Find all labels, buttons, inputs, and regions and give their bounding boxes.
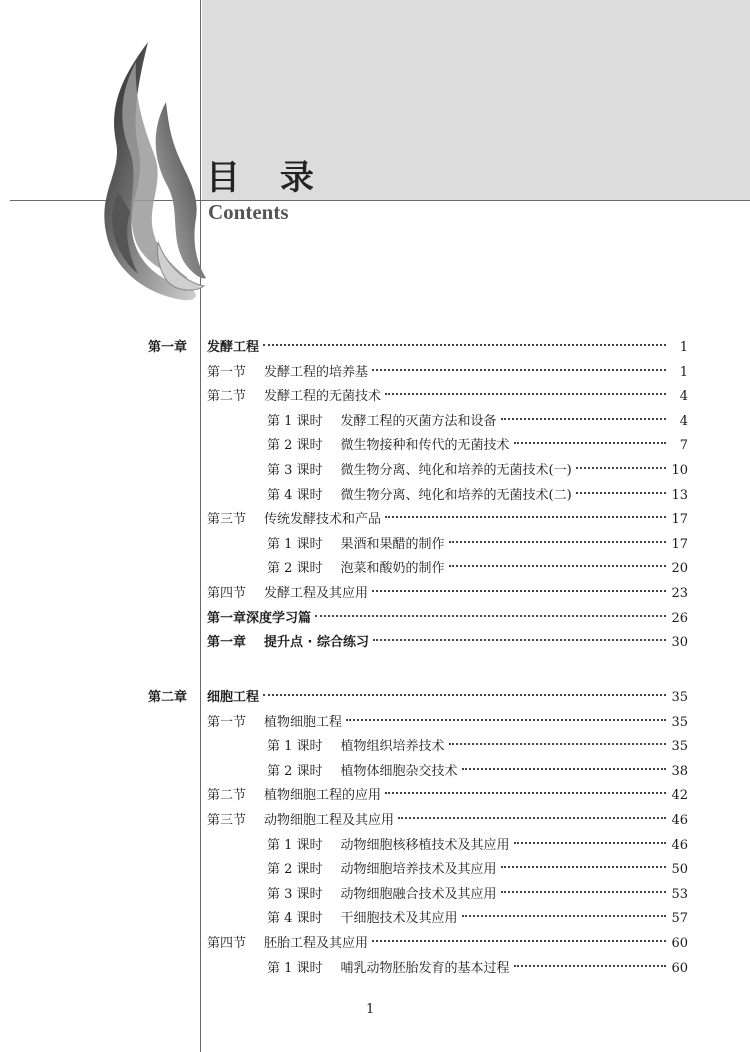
toc-entry	[267, 860, 688, 880]
toc-entry	[207, 338, 688, 358]
toc-lesson-row	[0, 885, 750, 905]
leader-dots	[385, 516, 666, 518]
entry-title: 哺乳动物胚胎发育的基本过程	[340, 960, 510, 976]
entry-label: 第 2 课时	[267, 862, 323, 878]
leader-dots	[398, 817, 666, 819]
toc-section-row	[0, 510, 750, 530]
entry-title: 发酵工程的灭菌方法和设备	[340, 413, 497, 429]
entry-title: 干细胞技术及其应用	[340, 911, 458, 927]
entry-label: 第四节	[207, 586, 247, 601]
toc-lesson-row	[0, 737, 750, 757]
page-ref: 35	[671, 739, 688, 755]
entry-title: 泡菜和酸奶的制作	[340, 561, 445, 577]
toc-entry	[207, 713, 688, 733]
entry-label: 第 1 课时	[267, 413, 323, 429]
leader-dots	[462, 915, 666, 917]
leader-dots	[462, 768, 666, 770]
leader-dots	[373, 639, 666, 641]
page-ref: 4	[679, 413, 688, 429]
toc-section-row	[0, 363, 750, 383]
entry-label: 第三节	[207, 813, 247, 828]
entry-label: 第 1 课时	[267, 739, 323, 755]
toc-section-row	[0, 387, 750, 407]
toc-lesson-row	[0, 959, 750, 979]
entry-label: 第 1 课时	[267, 837, 323, 853]
toc-entry	[207, 363, 688, 383]
leader-dots	[514, 842, 666, 844]
entry-label: 第 3 课时	[267, 886, 323, 902]
entry-label: 第 1 课时	[267, 960, 323, 976]
toc-lesson-row	[0, 535, 750, 555]
toc-entry	[267, 959, 688, 979]
entry-label: 第三节	[207, 512, 247, 528]
page-ref: 35	[671, 690, 688, 705]
entry-label: 第 1 课时	[267, 536, 323, 552]
page-ref: 60	[671, 936, 688, 951]
leader-dots	[514, 442, 666, 444]
toc-chapter-row	[0, 688, 750, 708]
entry-label: 第 3 课时	[267, 463, 323, 478]
entry-title: 传统发酵技术和产品	[264, 512, 382, 528]
toc-entry	[267, 412, 688, 432]
page-ref: 20	[671, 561, 688, 577]
leader-dots	[372, 590, 666, 592]
leader-dots	[263, 344, 666, 346]
toc-section-row	[0, 786, 750, 806]
toc-lesson-row	[0, 461, 750, 481]
entry-label: 第 2 课时	[267, 561, 323, 577]
page-ref: 35	[671, 714, 688, 730]
chapter-title: 发酵工程	[207, 340, 260, 355]
entry-label: 第一章	[207, 635, 247, 651]
entry-title: 胚胎工程及其应用	[264, 936, 369, 951]
toc-lesson-row	[0, 436, 750, 456]
leader-dots	[501, 891, 666, 893]
toc-entry	[207, 934, 688, 954]
toc-lesson-row	[0, 762, 750, 782]
entry-title: 植物体细胞杂交技术	[340, 763, 458, 779]
toc-entry	[267, 535, 688, 555]
page-ref: 1	[679, 340, 688, 355]
toc-entry	[267, 909, 688, 929]
page-ref: 57	[671, 911, 688, 927]
page-ref: 4	[679, 389, 688, 405]
entry-title: 微生物接种和传代的无菌技术	[340, 438, 510, 454]
toc-section-row	[0, 633, 750, 653]
entry-label: 第二节	[207, 788, 247, 804]
entry-title: 发酵工程及其应用	[264, 586, 369, 601]
toc-entry	[267, 737, 688, 757]
toc-entry	[267, 486, 688, 506]
leader-dots	[501, 866, 666, 868]
entry-title: 动物细胞培养技术及其应用	[340, 862, 497, 878]
entry-title: 微生物分离、纯化和培养的无菌技术(二)	[340, 487, 572, 503]
leader-dots	[501, 418, 666, 420]
leader-dots	[346, 719, 666, 721]
page-ref: 38	[671, 763, 688, 779]
toc-lesson-row	[0, 909, 750, 929]
toc-section-row	[0, 934, 750, 954]
entry-title: 果酒和果醋的制作	[340, 536, 445, 552]
page-ref: 17	[671, 536, 688, 552]
toc-entry	[267, 885, 688, 905]
page-ref: 53	[671, 886, 688, 902]
leader-dots	[385, 393, 666, 395]
leader-dots	[576, 492, 666, 494]
page-ref: 7	[679, 438, 688, 454]
toc-entry	[207, 811, 688, 831]
leader-dots	[449, 541, 666, 543]
toc-section-row	[0, 811, 750, 831]
entry-title: 植物细胞工程的应用	[264, 788, 382, 804]
page-ref: 13	[671, 487, 688, 503]
page-ref: 50	[671, 862, 688, 878]
toc-lesson-row	[0, 836, 750, 856]
toc-entry	[207, 584, 688, 604]
leader-dots	[263, 694, 666, 696]
toc-lesson-row	[0, 860, 750, 880]
entry-title: 动物细胞核移植技术及其应用	[340, 837, 510, 853]
entry-title: 微生物分离、纯化和培养的无菌技术(一)	[340, 463, 572, 478]
entry-label: 第二节	[207, 389, 247, 405]
page-ref: 23	[671, 586, 688, 601]
page-ref: 60	[671, 960, 688, 976]
leader-dots	[385, 792, 666, 794]
entry-title: 动物细胞融合技术及其应用	[340, 886, 497, 902]
entry-title: 植物组织培养技术	[340, 739, 445, 755]
page-title: 目 录	[206, 158, 328, 198]
entry-label: 第 2 课时	[267, 763, 323, 779]
page-ref: 26	[671, 610, 688, 626]
entry-label: 第一节	[207, 364, 247, 380]
entry-title: 植物细胞工程	[264, 714, 343, 730]
leader-dots	[315, 615, 666, 617]
toc-entry	[207, 633, 688, 653]
leader-dots	[372, 369, 666, 371]
entry-label: 第 4 课时	[267, 911, 323, 927]
toc-entry	[267, 559, 688, 579]
toc-section-row	[0, 713, 750, 733]
page-ref: 46	[671, 837, 688, 853]
toc-entry	[267, 836, 688, 856]
toc-lesson-row	[0, 486, 750, 506]
toc-lesson-row	[0, 559, 750, 579]
leader-dots	[449, 743, 666, 745]
toc-section-row	[0, 609, 750, 629]
page-ref: 30	[671, 635, 688, 651]
page-subtitle: Contents	[208, 200, 289, 224]
toc-lesson-row	[0, 412, 750, 432]
leader-dots	[449, 565, 666, 567]
entry-title: 提升点 · 综合练习	[264, 635, 370, 651]
toc-chapter-row	[0, 338, 750, 358]
entry-label: 第一章深度学习篇	[207, 610, 312, 626]
page-number: 1	[366, 1002, 375, 1017]
page-ref: 17	[671, 512, 688, 528]
page-ref: 1	[679, 364, 688, 380]
toc-section-row	[0, 584, 750, 604]
chapter-label: 第一章	[148, 340, 188, 355]
toc-entry	[267, 461, 688, 481]
toc-entry	[207, 786, 688, 806]
entry-title: 发酵工程的无菌技术	[264, 389, 382, 405]
page-ref: 46	[671, 813, 688, 828]
entry-label: 第四节	[207, 936, 247, 951]
chapter-title: 细胞工程	[207, 690, 260, 705]
entry-label: 第 4 课时	[267, 487, 323, 503]
entry-label: 第一节	[207, 714, 247, 730]
page-ref: 42	[671, 788, 688, 804]
toc-entry	[207, 387, 688, 407]
toc-entry	[207, 510, 688, 530]
toc-entry	[267, 762, 688, 782]
entry-title: 发酵工程的培养基	[264, 364, 369, 380]
chapter-label: 第二章	[148, 690, 188, 705]
toc-entry	[207, 688, 688, 708]
entry-title: 动物细胞工程及其应用	[264, 813, 395, 828]
entry-label: 第 2 课时	[267, 438, 323, 454]
page-ref: 10	[671, 463, 688, 478]
leader-dots	[514, 965, 666, 967]
toc-entry	[207, 609, 688, 629]
toc-entry	[267, 436, 688, 456]
leader-dots	[576, 467, 666, 469]
leader-dots	[372, 940, 666, 942]
